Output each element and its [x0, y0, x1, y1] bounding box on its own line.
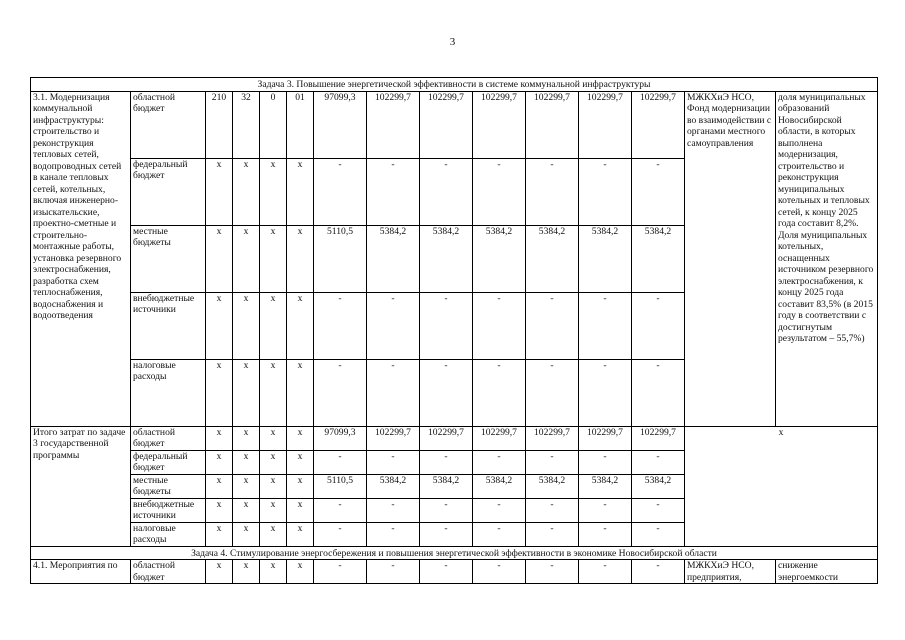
value-cell: -	[420, 292, 473, 359]
value-cell: 5384,2	[579, 225, 632, 292]
source-cell: внебюджетные источники	[131, 498, 206, 522]
value-cell: -	[314, 450, 367, 474]
value-cell: 5384,2	[632, 225, 685, 292]
code-cell: x	[233, 225, 260, 292]
value-cell: -	[473, 292, 526, 359]
value-cell: -	[314, 158, 367, 225]
code-cell: x	[260, 426, 287, 450]
value-cell: 102299,7	[579, 91, 632, 158]
code-cell: x	[287, 225, 314, 292]
value-cell: -	[526, 560, 579, 584]
source-cell: налоговые расходы	[131, 359, 206, 426]
value-cell: -	[473, 498, 526, 522]
value-cell: -	[632, 292, 685, 359]
value-cell: 5384,2	[367, 474, 420, 498]
value-cell: 5384,2	[526, 474, 579, 498]
value-cell: -	[420, 359, 473, 426]
code-cell: x	[233, 450, 260, 474]
value-cell: -	[473, 359, 526, 426]
value-cell: 102299,7	[473, 426, 526, 450]
code-cell: 0	[260, 91, 287, 158]
value-cell: 102299,7	[526, 426, 579, 450]
value-cell: -	[579, 359, 632, 426]
value-cell: 102299,7	[473, 91, 526, 158]
total3-label: Итого затрат по задаче 3 государственной программы	[31, 426, 131, 546]
code-cell: x	[260, 292, 287, 359]
code-cell: x	[260, 560, 287, 584]
code-cell: x	[233, 359, 260, 426]
value-cell: -	[473, 560, 526, 584]
code-cell: x	[206, 359, 233, 426]
value-cell: -	[367, 522, 420, 546]
value-cell: -	[632, 560, 685, 584]
code-cell: x	[233, 474, 260, 498]
source-cell: областной бюджет	[131, 91, 206, 158]
value-cell: -	[473, 158, 526, 225]
code-cell: 32	[233, 91, 260, 158]
value-cell: -	[473, 522, 526, 546]
code-cell: x	[260, 225, 287, 292]
value-cell: 5384,2	[579, 474, 632, 498]
code-cell: 01	[287, 91, 314, 158]
code-cell: x	[206, 560, 233, 584]
value-cell: 102299,7	[420, 91, 473, 158]
code-cell: x	[287, 522, 314, 546]
code-cell: x	[260, 359, 287, 426]
value-cell: -	[632, 158, 685, 225]
code-cell: x	[287, 359, 314, 426]
value-cell: -	[314, 498, 367, 522]
value-cell: -	[526, 450, 579, 474]
executor-cell: МЖКХиЭ НСО, Фонд модернизации во взаимодействии с органами местного самоуправления	[685, 91, 776, 426]
code-cell: x	[233, 426, 260, 450]
value-cell: 5384,2	[632, 474, 685, 498]
value-cell: 102299,7	[367, 426, 420, 450]
page-number: 3	[449, 36, 456, 48]
code-cell: x	[206, 225, 233, 292]
code-cell: x	[206, 426, 233, 450]
value-cell: -	[632, 359, 685, 426]
value-cell: 5384,2	[420, 225, 473, 292]
value-cell: -	[526, 522, 579, 546]
source-cell: областной бюджет	[131, 426, 206, 450]
value-cell: 102299,7	[632, 426, 685, 450]
task4-header-row	[31, 546, 878, 560]
value-cell: -	[367, 560, 420, 584]
value-cell: -	[579, 450, 632, 474]
value-cell: 5384,2	[367, 225, 420, 292]
value-cell: -	[420, 450, 473, 474]
code-cell: x	[206, 522, 233, 546]
task3-title: Задача 3. Повышение энергетической эффективности в системе коммунальной инфраструктуры	[31, 78, 878, 92]
value-cell: -	[314, 560, 367, 584]
value-cell: -	[420, 158, 473, 225]
value-cell: -	[526, 498, 579, 522]
value-cell: -	[632, 522, 685, 546]
code-cell: x	[287, 498, 314, 522]
code-cell: 210	[206, 91, 233, 158]
source-cell: налоговые расходы	[131, 522, 206, 546]
value-cell: -	[314, 359, 367, 426]
executor-cell: МЖКХиЭ НСО, предприятия,	[685, 560, 776, 584]
result-cell: снижение энергоемкости	[776, 560, 878, 584]
task4-row-regional	[31, 560, 878, 584]
code-cell: x	[287, 158, 314, 225]
value-cell: -	[314, 522, 367, 546]
code-cell: x	[206, 292, 233, 359]
code-cell: x	[206, 474, 233, 498]
value-cell: -	[579, 522, 632, 546]
measure-4-1-label: 4.1. Мероприятия по	[31, 560, 131, 584]
value-cell: -	[632, 450, 685, 474]
result-cell: доля муниципальных образований Новосибирской области, в которых выполнена модернизация, строительство и реконструкция муниципальных котельных и тепловых сетей, к концу 2025 года составит 8,2%. Доля муниципальных котельных, оснащенных источником резервного электроснабжения, к концу 2025 года составит 83,5% (в 2015 году в соответствии с достигнутым результатом – 55,7%)	[776, 91, 878, 426]
code-cell: x	[287, 450, 314, 474]
value-cell: 102299,7	[526, 91, 579, 158]
source-cell: внебюджетные источники	[131, 292, 206, 359]
value-cell: -	[420, 498, 473, 522]
code-cell: x	[260, 522, 287, 546]
value-cell: -	[367, 158, 420, 225]
value-cell: -	[526, 292, 579, 359]
code-cell: x	[233, 292, 260, 359]
source-cell: местные бюджеты	[131, 474, 206, 498]
value-cell: 102299,7	[579, 426, 632, 450]
total3-row-regional	[31, 426, 878, 450]
source-cell: федеральный бюджет	[131, 450, 206, 474]
code-cell: x	[287, 426, 314, 450]
value-cell: 97099,3	[314, 91, 367, 158]
code-cell: x	[233, 158, 260, 225]
value-cell: -	[526, 359, 579, 426]
task4-title: Задача 4. Стимулирование энергосбережения и повышения энергетической эффективности в экономике Новосибирской области	[31, 546, 878, 560]
value-cell: 5384,2	[473, 225, 526, 292]
task3-row-regional	[31, 91, 878, 158]
value-cell: -	[367, 292, 420, 359]
source-cell: областной бюджет	[131, 560, 206, 584]
value-cell: 102299,7	[420, 426, 473, 450]
source-cell: федеральный бюджет	[131, 158, 206, 225]
value-cell: -	[473, 450, 526, 474]
value-cell: 5384,2	[526, 225, 579, 292]
code-cell: x	[260, 450, 287, 474]
value-cell: 102299,7	[632, 91, 685, 158]
code-cell: x	[287, 560, 314, 584]
value-cell: 5384,2	[473, 474, 526, 498]
code-cell: x	[206, 158, 233, 225]
code-cell: x	[206, 498, 233, 522]
source-cell: местные бюджеты	[131, 225, 206, 292]
value-cell: -	[420, 522, 473, 546]
value-cell: -	[579, 292, 632, 359]
value-cell: -	[367, 498, 420, 522]
value-cell: -	[367, 359, 420, 426]
task3-header-row	[31, 78, 878, 92]
code-cell: x	[287, 292, 314, 359]
value-cell: 102299,7	[367, 91, 420, 158]
value-cell: -	[420, 560, 473, 584]
code-cell: x	[260, 158, 287, 225]
value-cell: -	[367, 450, 420, 474]
value-cell: 5384,2	[420, 474, 473, 498]
code-cell: x	[233, 498, 260, 522]
value-cell: -	[579, 560, 632, 584]
value-cell: 5110,5	[314, 474, 367, 498]
value-cell: -	[632, 498, 685, 522]
value-cell: -	[314, 292, 367, 359]
value-cell: -	[579, 158, 632, 225]
value-cell: -	[526, 158, 579, 225]
code-cell: x	[233, 522, 260, 546]
measure-3-1-label: 3.1. Модернизация коммунальной инфраструктуры: строительство и реконструкция тепловых сетей, водопроводных сетей в канале тепловых сетей, котельных, включая инженерно-изыскательские, проектно-сметные и строительно-монтажные работы, установка резервного электроснабжения, разработка схем теплоснабжения, водоснабжения и водоотведения	[31, 91, 131, 426]
code-cell: x	[233, 560, 260, 584]
value-cell: 97099,3	[314, 426, 367, 450]
value-cell: -	[579, 498, 632, 522]
code-cell: x	[287, 474, 314, 498]
program-table	[30, 77, 878, 584]
total3-result: x	[685, 426, 878, 546]
code-cell: x	[260, 474, 287, 498]
code-cell: x	[260, 498, 287, 522]
value-cell: 5110,5	[314, 225, 367, 292]
code-cell: x	[206, 450, 233, 474]
